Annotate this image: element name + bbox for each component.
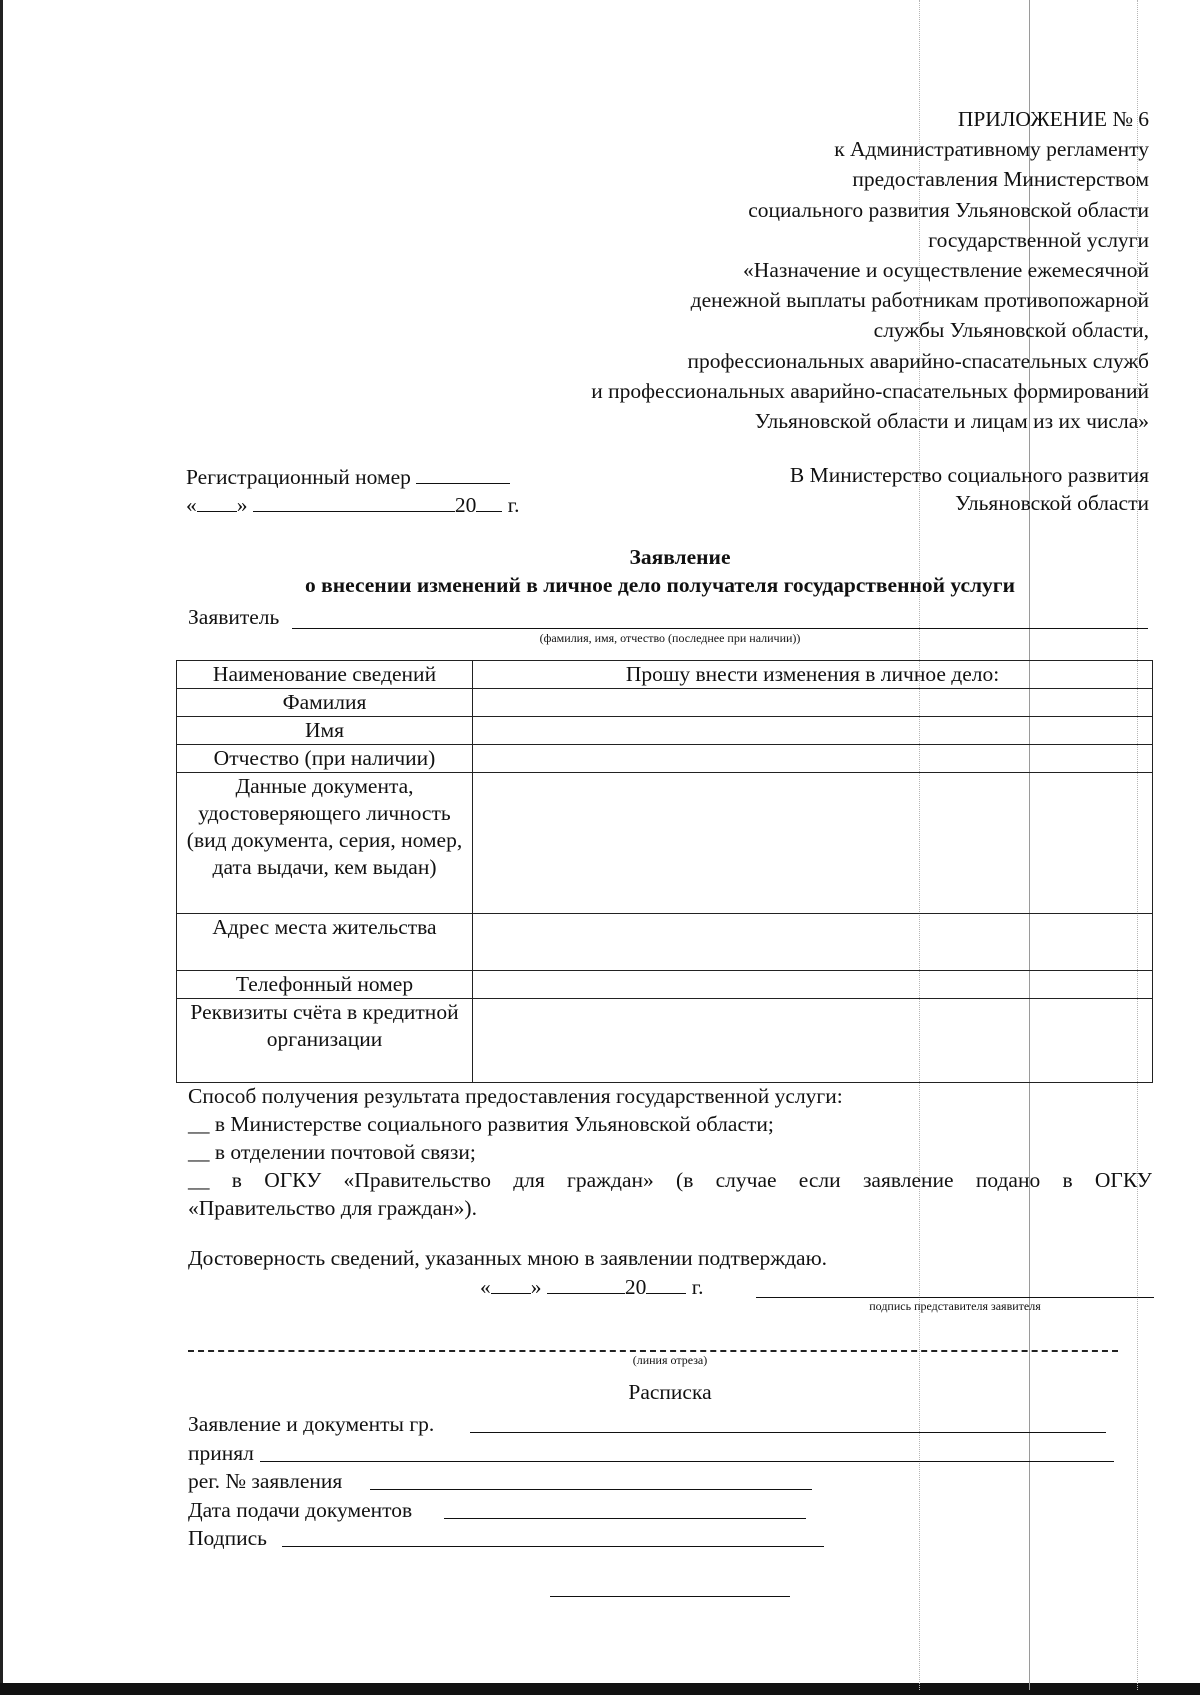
table-row-input[interactable] [473,689,1153,717]
document-title: Заявление [629,545,731,569]
table-row [177,999,1153,1083]
receipt-field-accepted[interactable] [260,1461,1114,1462]
table-row [177,971,1153,999]
addressee-line: В Министерство социального развития [789,463,1149,487]
table-row-input[interactable] [473,717,1153,745]
receipt-label: Заявление и документы гр. [188,1412,435,1436]
table-header-cell: Наименование сведений [177,661,473,689]
year-prefix: 20 [454,493,477,517]
table-row-label: Реквизиты счёта в кредитной организации [177,999,473,1083]
applicant-label: Заявитель [188,605,280,629]
delivery-option-post[interactable]: __ в отделении почтовой связи; [188,1140,476,1164]
confirmation-month-field[interactable] [547,1275,625,1294]
receipt-title: Расписка [628,1380,712,1404]
approval-line: социального развития Ульяновской области [748,197,1149,222]
receipt-row [188,1467,434,1496]
applicant-field[interactable] [292,628,1148,629]
cut-line-hint: (линия отреза) [632,1353,708,1367]
scan-edge-left [0,0,3,1695]
table-row-input[interactable] [473,745,1153,773]
registration-year-field[interactable] [476,493,502,512]
table-row-input[interactable] [473,773,1153,914]
table-row-label: Фамилия [177,689,473,717]
approval-line: денежной выплаты работникам противопожарной [690,288,1149,313]
document-subtitle: о внесении изменений в личное дело получателя государственной услуги [305,573,1015,597]
table-row-label: Отчество (при наличии) [177,745,473,773]
scan-edge-bottom [0,1683,1200,1695]
confirmation-text: Достоверность сведений, указанных мною в заявлении подтверждаю. [188,1246,828,1270]
quote-close: » [236,493,248,517]
registration-day-field[interactable] [197,493,237,512]
registration-label: Регистрационный номер [186,465,411,489]
signature-hint: подпись представителя заявителя [869,1299,1041,1313]
table-row-input[interactable] [473,914,1153,971]
table-header-cell: Прошу внести изменения в личное дело: [473,661,1153,689]
year-suffix: г. [507,493,520,517]
receipt-field-regnum[interactable] [370,1489,812,1490]
approval-line: профессиональных аварийно-спасательных служб [687,348,1149,373]
receipt-row [188,1524,434,1553]
approval-line: государственной услуги [928,227,1149,252]
table-row [177,773,1153,914]
table-row [177,689,1153,717]
table-row-label: Адрес места жительства [177,914,473,971]
receipt-row [188,1439,434,1468]
table-row-label: Телефонный номер [177,971,473,999]
addressee-line: Ульяновской области [955,491,1149,515]
receipt-field-date[interactable] [444,1518,806,1519]
approval-line: предоставления Министерством [852,167,1149,192]
quote-open: « [480,1275,491,1299]
approval-line: «Назначение и осуществление ежемесячной [743,258,1149,283]
table-row [177,914,1153,971]
receipt-row [188,1410,434,1439]
receipt-label: рег. № заявления [188,1469,343,1493]
delivery-method-heading: Способ получения результата предоставления государственной услуги: [188,1084,843,1108]
year-prefix: 20 [624,1275,647,1299]
bottom-signature-line [550,1596,790,1597]
receipt-label: Дата подачи документов [188,1497,413,1522]
receipt-label: принял [188,1440,254,1465]
delivery-option-ministry[interactable]: __ в Министерстве социального развития Ульяновской области; [188,1112,774,1136]
registration-number-field[interactable] [416,465,510,484]
delivery-method-block [188,1082,1152,1222]
changes-table [176,660,1153,1083]
receipt-field-citizen[interactable] [470,1432,1106,1433]
approval-line: Ульяновской области и лицам из их числа» [754,409,1149,434]
table-row-input[interactable] [473,971,1153,999]
confirmation-day-field[interactable] [491,1275,531,1294]
approval-line: и профессиональных аварийно-спасательных формирований [591,378,1149,403]
receipt-label: Подпись [188,1526,267,1550]
addressee-block [790,461,1149,517]
delivery-option-ogku-cont: «Правительство для граждан»). [188,1196,477,1220]
table-row-label: Данные документа, удостоверяющего личность (вид документа, серия, номер, дата выдачи, кем выдан) [177,773,473,914]
table-row-label: Имя [177,717,473,745]
delivery-option-ogku[interactable]: __ в ОГКУ «Правительство для граждан» (в случае если заявление подано в ОГКУ [188,1168,1152,1192]
table-row-input[interactable] [473,999,1153,1083]
table-row [177,717,1153,745]
receipt-block [188,1410,434,1553]
signature-field[interactable] [756,1297,1154,1298]
table-row [177,745,1153,773]
applicant-hint: (фамилия, имя, отчество (последнее при наличии)) [539,631,801,645]
quote-close: » [530,1275,542,1299]
registration-month-field[interactable] [253,493,455,512]
confirmation-date [480,1275,704,1300]
cut-line [188,1350,1118,1352]
year-suffix: г. [691,1275,704,1299]
approval-line: ПРИЛОЖЕНИЕ № 6 [957,107,1149,131]
confirmation-year-field[interactable] [646,1275,686,1294]
approval-block [449,104,1149,436]
registration-block [186,463,520,519]
receipt-row [188,1496,434,1525]
table-header-row [177,661,1153,689]
approval-line: к Административному регламенту [834,137,1149,162]
quote-open: « [186,493,197,517]
approval-line: службы Ульяновской области, [873,318,1149,343]
receipt-field-signature[interactable] [282,1546,824,1547]
